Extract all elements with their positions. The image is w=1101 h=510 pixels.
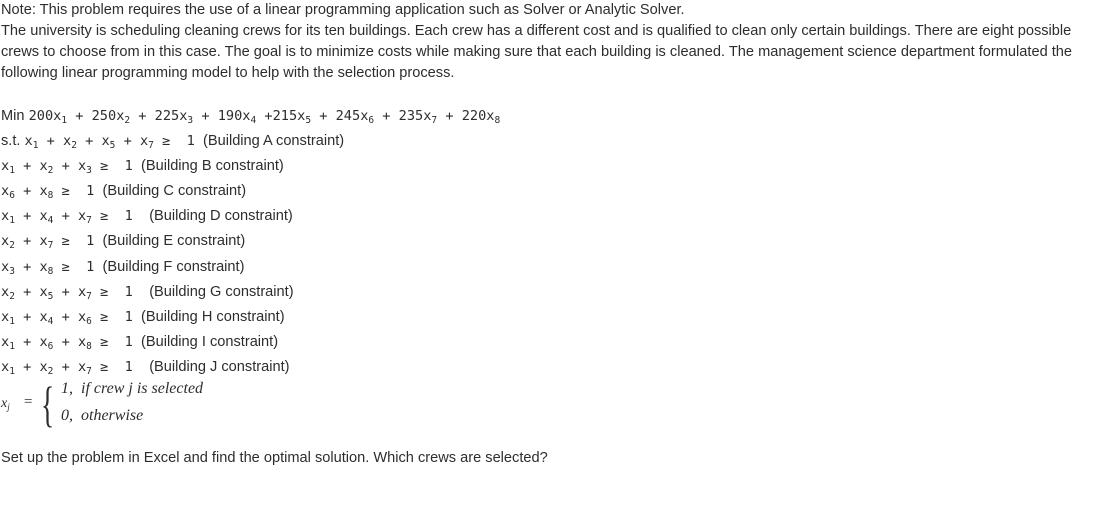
- variable: $x_6$: [77, 308, 92, 327]
- variable: $x_7$: [39, 233, 54, 252]
- rhs: ≥ 1: [91, 333, 141, 350]
- objective-function: [1, 104, 500, 129]
- plus-sign: +: [256, 108, 273, 124]
- variable: $x_2$: [39, 358, 54, 377]
- coefficient: 215: [272, 108, 298, 124]
- constraint-label: (Building G constraint): [149, 283, 294, 300]
- case-otherwise: 0, otherwise: [61, 407, 144, 424]
- variable: $x_7$: [77, 358, 92, 377]
- constraint-label: (Building E constraint): [102, 233, 246, 250]
- constraint-row: [1, 255, 500, 280]
- plus-sign: +: [38, 133, 63, 150]
- objective-term: [155, 108, 218, 124]
- rhs: ≥ 1: [53, 233, 103, 250]
- variable: $x_7$: [77, 208, 92, 227]
- plus-sign: +: [14, 158, 40, 175]
- st-prefix: s.t.: [1, 133, 25, 150]
- variable: $x_1$: [1, 308, 15, 327]
- variable: $x_4$: [39, 208, 54, 227]
- rhs: ≥ 1: [53, 183, 103, 200]
- question-text: Set up the problem in Excel and find the optimal solution. Which crews are selected?: [1, 450, 548, 466]
- rhs: ≥ 1: [91, 358, 150, 375]
- variable: $x_5$: [297, 108, 312, 126]
- plus-sign: +: [53, 358, 78, 375]
- objective-term: [218, 108, 273, 124]
- plus-sign: +: [14, 233, 40, 250]
- plus-sign: +: [193, 108, 218, 124]
- variable: $x_1$: [1, 333, 15, 352]
- plus-sign: +: [53, 158, 78, 175]
- variable: $x_4$: [242, 108, 257, 126]
- plus-sign: +: [437, 108, 462, 124]
- constraint-row: [1, 330, 500, 355]
- variable: $x_1$: [1, 358, 15, 377]
- constraint-row: [1, 229, 500, 254]
- variable: $x_8$: [39, 183, 54, 202]
- variable: $x_5$: [101, 133, 116, 152]
- rhs: ≥ 1: [91, 158, 141, 175]
- variable: $x_5$: [39, 283, 54, 302]
- objective-term: [273, 108, 336, 124]
- definition-equals: =: [24, 394, 33, 410]
- variable: $x_8$: [39, 258, 54, 277]
- case-selected: 1, if crew j is selected: [61, 380, 204, 397]
- variable: $x_1$: [1, 158, 15, 177]
- rhs: ≥ 1: [91, 308, 141, 325]
- coefficient: 220: [461, 108, 487, 124]
- variable: $x_7$: [77, 283, 92, 302]
- objective-term: [29, 108, 92, 124]
- constraint-label: (Building I constraint): [141, 333, 279, 350]
- constraint-label: (Building H constraint): [141, 308, 285, 325]
- problem-intro: [1, 0, 1093, 84]
- plus-sign: +: [76, 133, 102, 150]
- variable: $x_2$: [1, 233, 15, 252]
- coefficient: 200: [28, 108, 54, 124]
- constraint-label: (Building F constraint): [102, 258, 245, 275]
- constraint-row: [1, 204, 500, 229]
- coefficient: 250: [91, 108, 117, 124]
- constraint-label: (Building J constraint): [149, 358, 290, 375]
- plus-sign: +: [311, 108, 336, 124]
- plus-sign: +: [14, 258, 40, 275]
- plus-sign: +: [53, 208, 78, 225]
- plus-sign: +: [14, 208, 40, 225]
- variable: $x_7$: [139, 133, 154, 152]
- rhs: ≥ 1: [53, 258, 103, 275]
- variable: $x_8$: [77, 333, 92, 352]
- variable: $x_1$: [24, 133, 39, 152]
- plus-sign: +: [374, 108, 399, 124]
- rhs: ≥ 1: [153, 133, 203, 150]
- objective-prefix: Min: [1, 108, 29, 124]
- constraint-row: [1, 129, 500, 154]
- variable: $x_1$: [53, 108, 68, 126]
- variable: $x_2$: [1, 283, 15, 302]
- definition-brace: {: [41, 376, 55, 432]
- coefficient: 235: [398, 108, 424, 124]
- variable: $x_1$: [1, 208, 15, 227]
- definition-variable: $x_j$: [1, 396, 10, 412]
- constraint-label: (Building D constraint): [149, 208, 293, 225]
- plus-sign: +: [14, 308, 40, 325]
- rhs: ≥ 1: [91, 208, 150, 225]
- variable: $x_3$: [179, 108, 194, 126]
- variable: $x_7$: [423, 108, 438, 126]
- objective-term: [399, 108, 462, 124]
- plus-sign: +: [53, 308, 78, 325]
- lp-model: [1, 104, 500, 380]
- variable: $x_6$: [360, 108, 375, 126]
- plus-sign: +: [53, 283, 78, 300]
- variable: $x_3$: [77, 158, 92, 177]
- description-text: The university is scheduling cleaning crews for its ten buildings. Each crew has a different cost and is qualified to clean only certain buildings. There are eight possible crews to choose from in this case. The goal is to minimize costs while making sure that each building is cleaned. The management science department formulated the following linear programming model to help with the selection process.: [1, 23, 1073, 81]
- constraint-row: [1, 305, 500, 330]
- constraint-row: [1, 179, 500, 204]
- rhs: ≥ 1: [91, 283, 150, 300]
- coefficient: 190: [217, 108, 243, 124]
- note-text: Note: This problem requires the use of a linear programming application such as Solver or Analytic Solver.: [1, 2, 685, 18]
- constraint-list: [1, 129, 500, 380]
- plus-sign: +: [115, 133, 140, 150]
- plus-sign: +: [53, 333, 78, 350]
- variable: $x_4$: [39, 308, 54, 327]
- plus-sign: +: [67, 108, 92, 124]
- coefficient: 245: [335, 108, 361, 124]
- variable: $x_2$: [116, 108, 131, 126]
- plus-sign: +: [14, 358, 40, 375]
- variable: $x_3$: [1, 258, 15, 277]
- plus-sign: +: [130, 108, 155, 124]
- objective-term: [336, 108, 399, 124]
- plus-sign: +: [14, 183, 40, 200]
- coefficient: 225: [154, 108, 180, 124]
- variable: $x_8$: [486, 108, 501, 126]
- variable: $x_2$: [39, 158, 54, 177]
- constraint-label: (Building A constraint): [203, 133, 345, 150]
- constraint-label: (Building B constraint): [141, 158, 284, 175]
- objective-term: [462, 108, 500, 124]
- plus-sign: +: [14, 333, 40, 350]
- objective-term: [92, 108, 155, 124]
- variable: $x_6$: [1, 183, 15, 202]
- variable: $x_2$: [63, 133, 77, 152]
- constraint-row: [1, 355, 500, 380]
- constraint-label: (Building C constraint): [102, 183, 247, 200]
- constraint-row: [1, 280, 500, 305]
- variable: $x_6$: [39, 333, 54, 352]
- constraint-row: [1, 154, 500, 179]
- plus-sign: +: [14, 283, 40, 300]
